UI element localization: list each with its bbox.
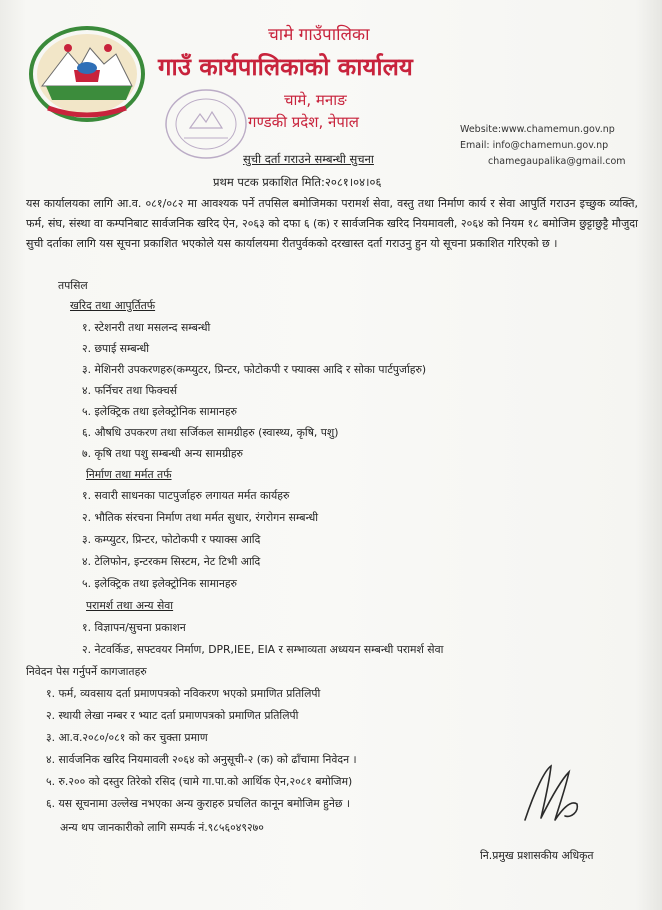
list-item: ३. मेशिनरी उपकरणहरु(कम्प्युटर, प्रिन्टर, फोटोकपी र फ्याक्स आदि र सोका पार्टपुर्जाहरु) xyxy=(82,363,427,376)
list-item: ४. सार्वजनिक खरिद नियमावली २०६४ को अनुसूची-२ (क) को ढाँचामा निवेदन । xyxy=(46,753,357,766)
list-item: १. फर्म, व्यवसाय दर्ता प्रमाणपत्रको नविकरण भएको प्रमाणित प्रतिलिपी xyxy=(46,687,321,700)
list-item: १. स्टेशनरी तथा मसलन्द सम्बन्धी xyxy=(82,321,211,334)
nepal-emblem-logo xyxy=(28,24,146,124)
documents-heading: निवेदन पेस गर्नुपर्ने कागजातहरु xyxy=(26,665,147,678)
list-item: ६. यस सूचनामा उल्लेख नभएका अन्य कुराहरु प्रचलित कानून बमोजिम हुनेछ । xyxy=(46,797,350,810)
signatory-title: नि.प्रमुख प्रशासकीय अधिकृत xyxy=(480,849,594,862)
email-secondary-text: chamegaupalika@gmail.com xyxy=(488,156,626,167)
list-item: २. स्थायी लेखा नम्बर र भ्याट दर्ता प्रमाणपत्रको प्रमाणित प्रतिलिपी xyxy=(46,709,299,722)
notice-subject: सुची दर्ता गराउने सम्बन्धी सुचना xyxy=(243,152,374,166)
email-text: Email: info@chamemun.gov.np xyxy=(460,140,609,151)
list-item: ३. कम्प्युटर, प्रिन्टर, फोटोकपी र फ्याक्स आदि xyxy=(82,533,261,546)
schedule-heading: तपसिल xyxy=(58,279,88,292)
list-item: ५. इलेक्ट्रिक तथा इलेक्ट्रोनिक सामानहरु xyxy=(82,405,238,418)
address-line-2: गण्डकी प्रदेश, नेपाल xyxy=(248,113,359,131)
list-item: ६. औषधि उपकरण तथा सर्जिकल सामग्रीहरु (स्वास्थ्य, कृषि, पशु) xyxy=(82,426,339,439)
group-title-consulting: परामर्श तथा अन्य सेवा xyxy=(86,599,174,612)
list-item: ४. फर्निचर तथा फिक्चर्स xyxy=(82,384,178,397)
office-seal-stamp xyxy=(160,84,252,164)
list-item: २. नेटवर्किङ, सफ्टवयर निर्माण, DPR,IEE, EIA र सम्भाव्यता अध्ययन सम्बन्धी परामर्श सेवा xyxy=(82,643,444,656)
municipality-name: चामे गाउँपालिका xyxy=(268,25,370,45)
list-item: २. भौतिक संरचना निर्माण तथा मर्मत सुधार, रंगरोगन सम्बन्धी xyxy=(82,511,319,524)
list-item: ७. कृषि तथा पशु सम्बन्धी अन्य सामग्रीहरु xyxy=(82,447,244,460)
group-title-procurement: खरिद तथा आपुर्तितर्फ xyxy=(70,299,156,312)
list-item: ५. इलेक्ट्रिक तथा इलेक्ट्रोनिक सामानहरु xyxy=(82,577,238,590)
list-item: २. छपाई सम्बन्धी xyxy=(82,342,150,355)
website-text: Website:www.chamemun.gov.np xyxy=(460,124,615,135)
list-item: १. विज्ञापन/सुचना प्रकाशन xyxy=(82,621,186,634)
published-date: प्रथम पटक प्रकाशित मिति:२०८१।०४।०६ xyxy=(213,175,382,189)
group-title-construction: निर्माण तथा मर्मत तर्फ xyxy=(86,468,172,481)
list-item: ३. आ.व.२०८०/०८१ को कर चुक्ता प्रमाण xyxy=(46,731,208,744)
office-name: गाउँ कार्यपालिकाको कार्यालय xyxy=(158,53,413,81)
contact-info: अन्य थप जानकारीको लागि सम्पर्क नं.९८५६०४९२७० xyxy=(60,821,264,834)
list-item: ५. रु.२०० को दस्तुर तिरेको रसिद (चामे गा.पा.को आर्थिक ऐन,२०८१ बमोजिम) xyxy=(46,775,353,788)
intro-paragraph: यस कार्यालयका लागि आ.व. ०८१/०८२ मा आवश्यक पर्ने तपसिल बमोजिमका परामर्श सेवा, वस्तु तथा निर्माण कार्य र सेवा आपुर्ति गराउन इच्छुक व्यक्ति, फर्म, संघ, संस्था वा कम्पनिबाट सार्वजनिक खरिद ऐन, २०६३ को दफा ६ (क) र सार्वजनिक खरिद नियमावली, २०६४ को नियम १८ बमोजिम छुट्टाछुट्टै मौजुदा सुची दर्ताका लागि यस सूचना प्रकाशित भएकोले यस कार्यालयमा रीतपुर्वकको दरखास्त दर्ता गराउनु हुन यो सूचना प्रकाशित गरिएको छ । xyxy=(26,197,638,250)
list-item: १. सवारी साधनका पाटपुर्जाहरु लगायत मर्मत कार्यहरु xyxy=(82,489,290,502)
address-line-1: चामे, मनाङ xyxy=(284,91,347,109)
list-item: ४. टेलिफोन, इन्टरकम सिस्टम, नेट टिभी आदि xyxy=(82,555,261,568)
handwritten-signature xyxy=(505,760,595,830)
